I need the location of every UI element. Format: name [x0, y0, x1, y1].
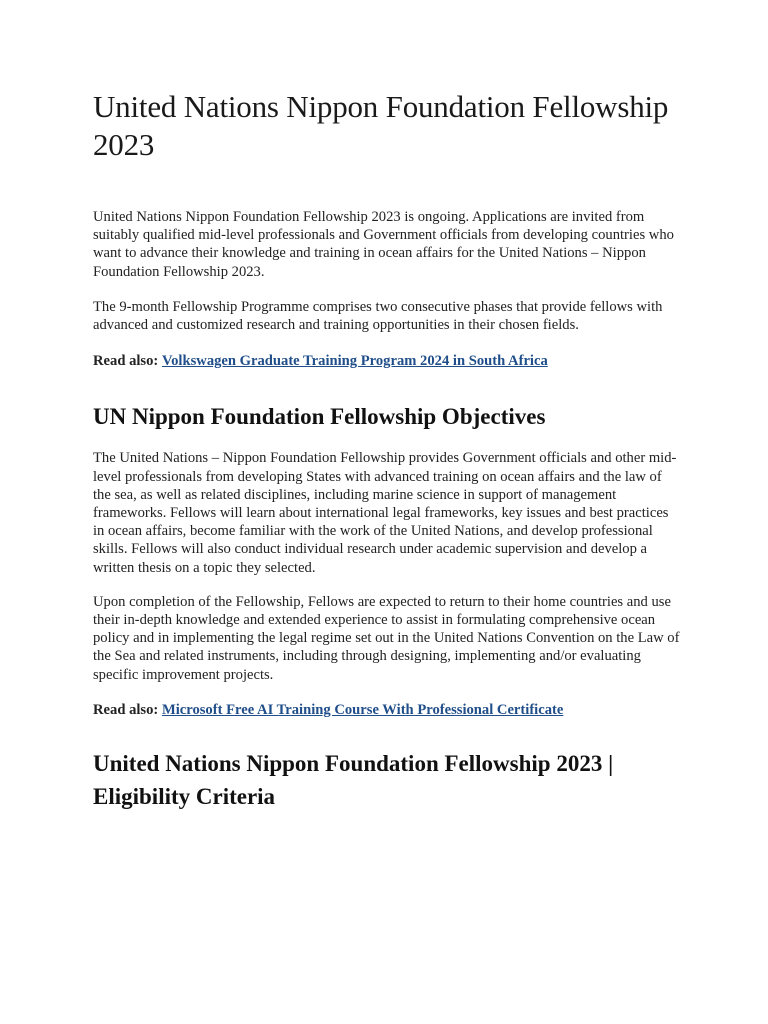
- page-title: United Nations Nippon Foundation Fellowship 2023: [93, 89, 669, 162]
- read-also-2: [93, 701, 683, 719]
- intro-paragraph: United Nations Nippon Foundation Fellowship 2023 is ongoing. Applications are invited from suitably qualified mid-level professionals and Government officials from developing countries who want to advance their knowledge and training in ocean affairs for the United Nations – Nippon Foundation Fellowship 2023.: [93, 209, 674, 280]
- read-also-1: [93, 352, 683, 370]
- read-also-label: Read also:: [93, 353, 159, 370]
- article-body: [93, 88, 683, 813]
- objectives-paragraph-2: Upon completion of the Fellowship, Fellows are expected to return to their home countries and use their in-depth knowledge and extended experience to assist in formulating comprehensive ocean policy and in implementing the legal regime set out in the United Nations Convention on the Law of the Sea and related instruments, including through designing, implementing and/or evaluating specific improvement projects.: [93, 593, 680, 683]
- objectives-paragraph-1: The United Nations – Nippon Foundation Fellowship provides Government officials and other mid-level professionals from developing States with advanced training on ocean affairs and the law of the sea, as well as related disciplines, including marine science in support of management frameworks. Fellows will learn about international legal frameworks, key issues and best practices in ocean affairs, become familiar with the work of the United Nations, and develop professional skills. Fellows will also conduct individual research under academic supervision and develop a written thesis on a topic they selected.: [93, 450, 677, 576]
- read-also-label: Read also:: [93, 701, 159, 718]
- read-also-link-volkswagen[interactable]: Volkswagen Graduate Training Program 2024 in South Africa: [161, 353, 548, 370]
- read-also-link-microsoft[interactable]: Microsoft Free AI Training Course With Professional Certificate: [161, 701, 564, 718]
- objectives-heading: UN Nippon Foundation Fellowship Objectives: [93, 404, 546, 430]
- eligibility-heading: United Nations Nippon Foundation Fellowship 2023 | Eligibility Criteria: [93, 751, 614, 810]
- programme-paragraph: The 9-month Fellowship Programme comprises two consecutive phases that provide fellows with advanced and customized research and training opportunities in their chosen fields.: [93, 298, 663, 334]
